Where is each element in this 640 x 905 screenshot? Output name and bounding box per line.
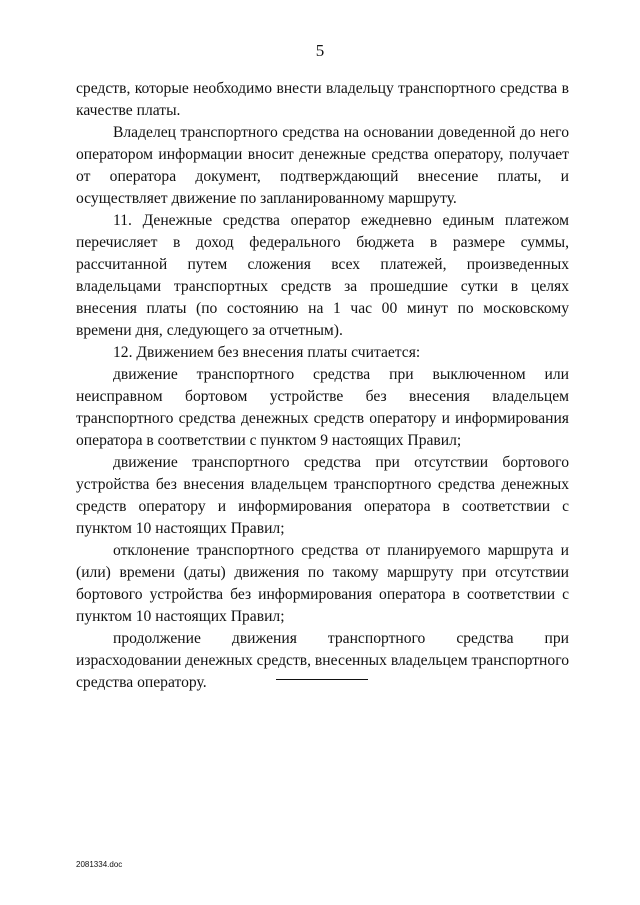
- paragraph-item-11: 11. Денежные средства оператор ежедневно единым платежом перечисляет в доход федерального бюджета в размере суммы, рассчитанной путем сложения всех платежей, произведенных владельцами транспортных средств за прошедшие сутки в целях внесения платы (по состоянию на 1 час 00 минут по московскому времени дня, следующего за отчетным).: [76, 212, 569, 339]
- document-body: [76, 78, 569, 694]
- paragraph-item-12-case-3: отклонение транспортного средства от планируемого маршрута и (или) времени (даты) движения по такому маршруту при отсутствии бортового устройства без информирования оператора в соответствии с пунктом 10 настоящих Правил;: [76, 542, 569, 625]
- end-divider: [276, 679, 368, 680]
- paragraph-owner-payment: Владелец транспортного средства на основании доведенной до него оператором информации вносит денежные средства оператору, получает от оператора документ, подтверждающий внесение платы, и осуществляет движение по запланированному маршруту.: [76, 124, 569, 207]
- page-number: 5: [315, 41, 325, 60]
- paragraph-continuation: средств, которые необходимо внести владельцу транспортного средства в качестве платы.: [76, 80, 569, 119]
- paragraph-item-12: 12. Движением без внесения платы считается:: [113, 344, 421, 361]
- paragraph-item-12-case-4: продолжение движения транспортного средства при израсходовании денежных средств, внесенных владельцем транспортного средства оператору.: [76, 630, 569, 691]
- paragraph-item-12-case-1: движение транспортного средства при выключенном или неисправном бортовом устройстве без внесения владельцем транспортного средства денежных средств оператору и информирования оператора в соответствии с пунктом 9 настоящих Правил;: [76, 366, 569, 449]
- footer-filename: 2081334.doc: [76, 860, 123, 869]
- paragraph-item-12-case-2: движение транспортного средства при отсутствии бортового устройства без внесения владельцем транспортного средства денежных средств оператору и информирования оператора в соответствии с пунктом 10 настоящих Правил;: [76, 454, 569, 537]
